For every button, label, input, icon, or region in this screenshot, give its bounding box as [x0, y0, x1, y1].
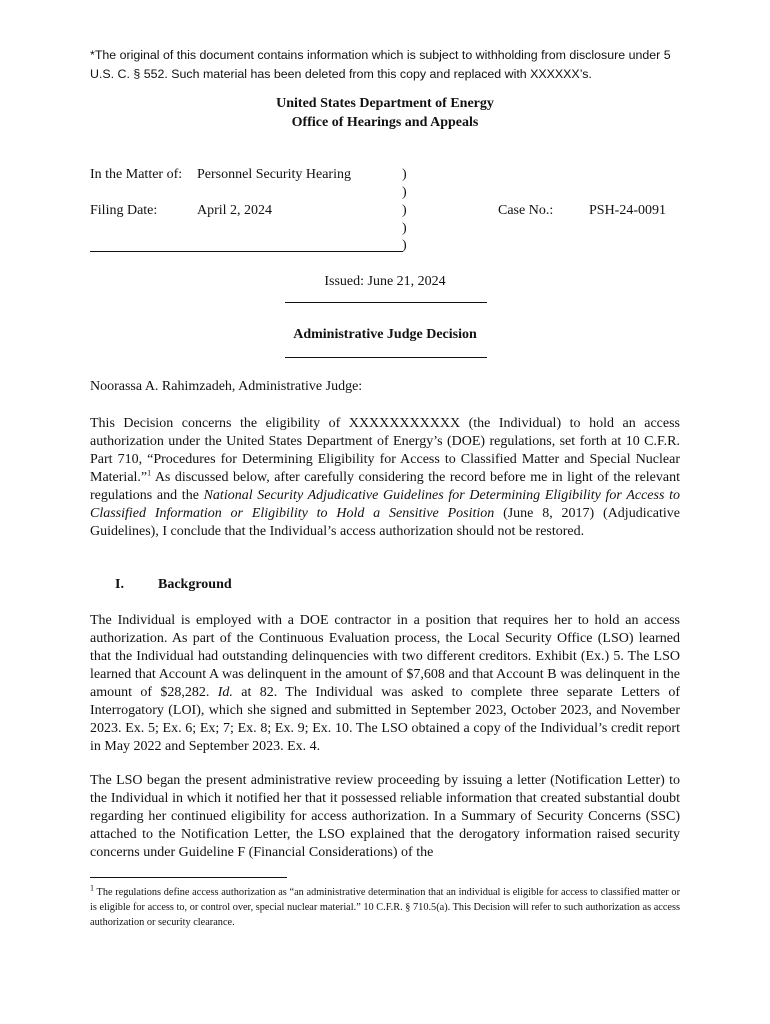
footnote-marker: 1	[90, 883, 94, 893]
section-number: I.	[115, 577, 124, 592]
intro-paragraph: This Decision concerns the eligibility of XXXXXXXXXXX (the Individual) to hold an access authorization under the United States Department of Energy’s (DOE) regulations, set forth at 10 C.F.R. Part 710, “Procedures for Determining Eligibility for Access to Classified Matter and Special Nuclear Material.”$^1$ As discussed below, after carefully considering the record before me in light of the relevant regulations and the National Security Adjudicative Guidelines for Determining Eligibility for Access to Classified Information or Eligibility to Hold a Sensitive Position (June 8, 2017) (Adjudicative Guidelines), I conclude that the Individual’s access authorization should not be restored.	[90, 416, 681, 539]
background-paragraph-2: The LSO began the present administrative review proceeding by issuing a letter (Notification Letter) to the Individual in which it notified her that it possessed reliable information that created substantial doubt regarding her continued eligibility for access authorization. In a Summary of Security Concerns (SSC) attached to the Notification Letter, the LSO explained that the derogatory information raised security concerns under Guideline F (Financial Considerations) of the	[90, 773, 680, 860]
withholding-notice: *The original of this document contains information which is subject to withholding from disclosure under 5 U.S. C. § 552. Such material has been deleted from this copy and replaced with XXXXXX’s.	[90, 48, 671, 81]
footnote-separator	[90, 877, 287, 878]
matter-label: In the Matter of:	[90, 167, 183, 182]
decision-title: Administrative Judge Decision	[293, 327, 477, 342]
judge-line: Noorassa A. Rahimzadeh, Administrative Judge:	[90, 379, 363, 394]
section-heading	[115, 576, 232, 594]
title-rule-top	[285, 302, 487, 303]
caption-parenthesis: )	[402, 203, 407, 218]
filing-date-value: April 2, 2024	[197, 203, 273, 218]
caption-underline	[90, 251, 403, 252]
office-name: Office of Hearings and Appeals	[291, 115, 479, 130]
footnote: $^1$ The regulations define access authorization as “an administrative determination that an individual is eligible for access to classified matter or is eligible for access to, or control over, special nuclear material.” 10 C.F.R. § 710.5(a). This Decision will refer to such authorization as access authorization or security clearance.	[90, 883, 680, 928]
caption-parenthesis: )	[402, 167, 407, 182]
footnote-reference: 1	[147, 468, 152, 478]
section-title: Background	[158, 577, 232, 592]
title-rule-bottom	[285, 357, 487, 358]
agency-name: United States Department of Energy	[276, 96, 494, 111]
filing-date-label: Filing Date:	[90, 203, 158, 218]
caption-parenthesis: )	[402, 185, 407, 200]
case-number-label: Case No.:	[498, 203, 554, 218]
caption-parenthesis: )	[402, 221, 407, 236]
issued-date: Issued: June 21, 2024	[324, 274, 446, 289]
caption-parenthesis: )	[402, 238, 407, 253]
matter-value: Personnel Security Hearing	[197, 167, 351, 182]
background-paragraph-1: The Individual is employed with a DOE contractor in a position that requires her to hold an access authorization. As part of the Continuous Evaluation process, the Local Security Office (LSO) learned that the Individual had outstanding delinquencies with two different creditors. Exhibit (Ex.) 5. The LSO learned that Account A was delinquent in the amount of $7,608 and that Account B was delinquent in the amount of $28,282. Id. at 82. The Individual was asked to complete three separate Letters of Interrogatory (LOI), which she signed and submitted in September 2023, October 2023, and November 2023. Ex. 5; Ex. 6; Ex; 7; Ex. 8; Ex. 9; Ex. 10. The LSO obtained a copy of the Individual’s credit report in May 2022 and September 2023. Ex. 4.	[90, 613, 680, 754]
case-number-value: PSH-24-0091	[589, 203, 667, 218]
